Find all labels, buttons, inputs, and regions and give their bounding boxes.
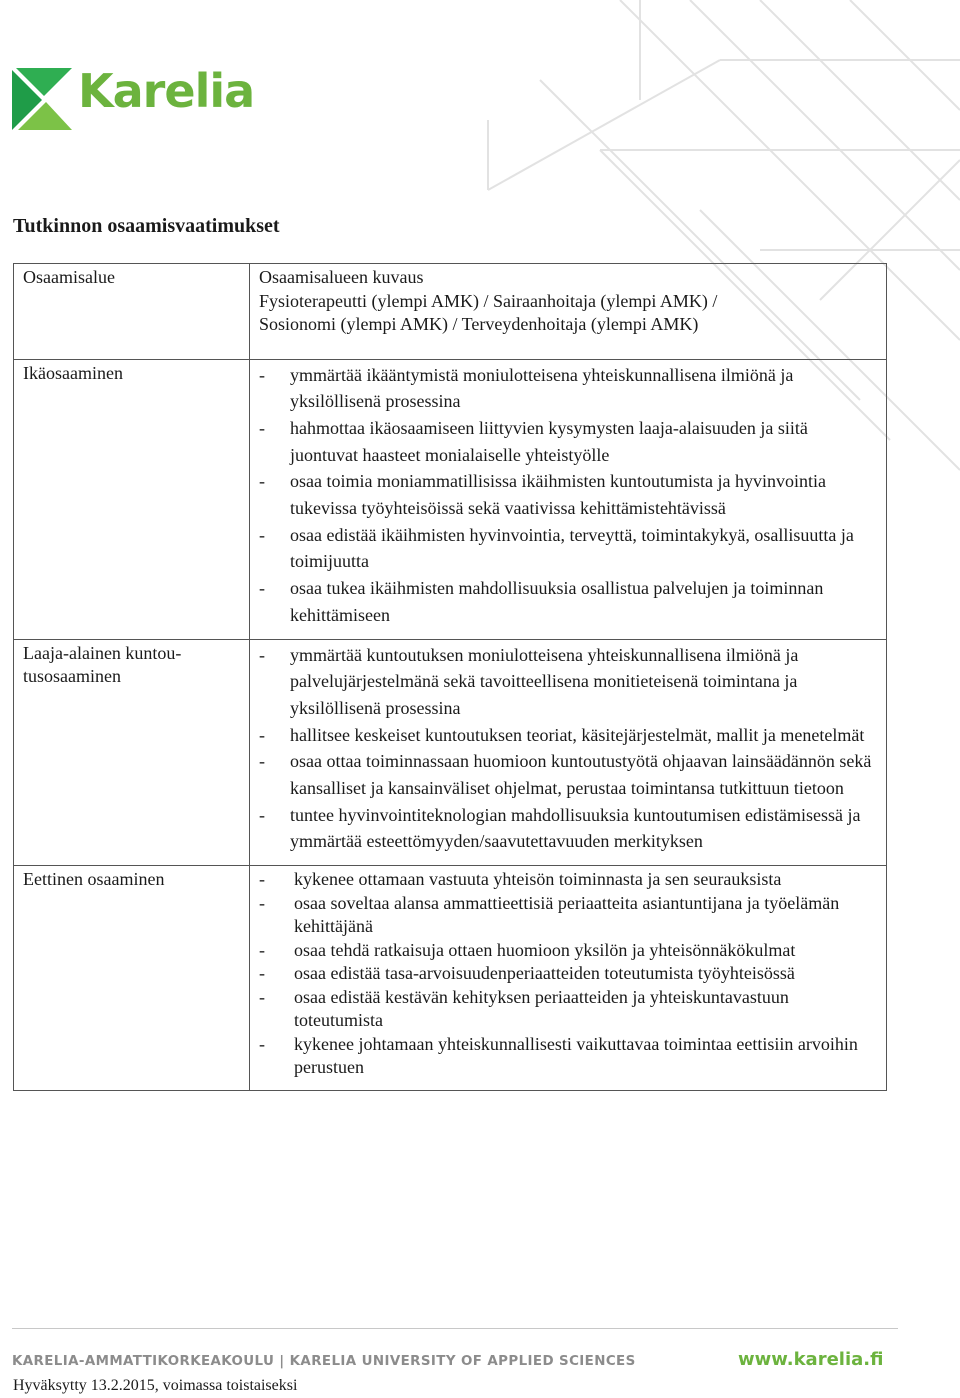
footer-institution-name: KARELIA-AMMATTIKORKEAKOULU | KARELIA UNIVERSITY OF APPLIED SCIENCES <box>12 1354 636 1369</box>
header-area-label: Osaamisalue <box>23 267 115 287</box>
list-item <box>259 748 876 801</box>
dash-bullet: - <box>259 417 265 438</box>
description-cell <box>250 639 887 866</box>
dash-bullet: - <box>259 869 265 890</box>
list-item <box>259 802 876 855</box>
area-label: Ikäosaaminen <box>23 362 123 383</box>
header-description-line: Osaamisalueen kuvaus <box>259 267 424 287</box>
list-item-text: kykenee johtamaan yhteiskunnallisesti vaikuttavaa toimintaa eettisiin arvoihin perustuen <box>294 1033 858 1078</box>
header-area-cell <box>14 264 250 360</box>
list-item-text: ymmärtää ikääntymistä moniulotteisena yhteiskunnallisena ilmiönä ja yksilöllisenä prosessina <box>290 364 794 412</box>
list-item-text: osaa toimia moniammatillisissa ikäihmisten kuntoutumista ja hyvinvointia tukevissa työyhteisöissä sekä vaativissa kehittämistehtävissä <box>290 471 826 519</box>
table-row <box>14 866 887 1091</box>
dash-bullet: - <box>259 986 265 1007</box>
dash-bullet: - <box>259 471 265 492</box>
area-cell-kuntoutusosaaminen <box>14 639 250 866</box>
list-item-text: hallitsee keskeiset kuntoutuksen teoriat, käsitejärjestelmät, mallit ja menetelmät <box>290 724 865 745</box>
header-description-cell <box>250 264 887 360</box>
dash-bullet: - <box>259 963 265 984</box>
document-title: Tutkinnon osaamisvaatimukset <box>13 215 280 237</box>
footer-divider <box>12 1328 898 1329</box>
requirement-list <box>259 362 876 629</box>
list-item <box>259 362 876 415</box>
list-item-text: osaa ottaa toiminnassaan huomioon kuntoutustyötä ohjaavan lainsäädännön sekä kansalliset ja kansainväliset ohjelmat, perustaa toimintansa tutkittuun tietoon <box>290 751 872 799</box>
dash-bullet: - <box>259 939 265 960</box>
list-item-text: osaa tehdä ratkaisuja ottaen huomioon yksilön ja yhteisönnäkökulmat <box>294 939 796 960</box>
dash-bullet: - <box>259 524 265 545</box>
list-item <box>259 939 876 963</box>
dash-bullet: - <box>259 892 265 913</box>
list-item-text: kykenee ottamaan vastuuta yhteisön toiminnasta ja sen seurauksista <box>294 869 782 890</box>
table-row <box>14 639 887 866</box>
karelia-logo <box>12 64 264 134</box>
list-item-text: osaa soveltaa alansa ammattieettisiä periaatteita asiantuntijana ja työelämän kehittäjänä <box>294 892 840 937</box>
requirement-list <box>259 642 876 856</box>
requirements-table <box>13 263 887 1091</box>
list-item-text: osaa edistää ikäihmisten hyvinvointia, terveyttä, toimintakykyä, osallisuutta ja toimijuutta <box>290 524 854 572</box>
footer-website-link[interactable]: www.karelia.fi <box>738 1349 884 1370</box>
header-description-line: Fysioterapeutti (ylempi AMK) / Sairaanhoitaja (ylempi AMK) / <box>259 290 718 311</box>
dash-bullet: - <box>259 644 265 665</box>
list-item <box>259 962 876 986</box>
list-item-text: osaa edistää tasa-arvoisuudenperiaatteiden toteutumista työyhteisössä <box>294 963 795 984</box>
list-item-text: hahmottaa ikäosaamiseen liittyvien kysymysten laaja-alaisuuden ja siitä juontuvat haasteet monialaiselle yhteistyölle <box>290 417 808 465</box>
list-item <box>259 642 876 722</box>
area-cell-eettinen-osaaminen <box>14 866 250 1091</box>
karelia-logo-mark-icon <box>12 68 74 132</box>
list-item <box>259 468 876 521</box>
dash-bullet: - <box>259 364 265 385</box>
list-item-text: tuntee hyvinvointiteknologian mahdollisuuksia kuntoutumisen edistämisessä ja ymmärtää esteettömyyden/saavutettavuuden merkityksen <box>290 804 861 852</box>
area-cell-ikaosaaminen <box>14 359 250 639</box>
table-row <box>14 359 887 639</box>
dash-bullet: - <box>259 1033 265 1054</box>
area-label: tusosaaminen <box>23 666 121 687</box>
description-cell <box>250 359 887 639</box>
list-item-text: ymmärtää kuntoutuksen moniulotteisena yhteiskunnallisena ilmiönä ja palvelujärjestelmänä sekä tavoitteellisena monitieteisenä toimintana ja yksilöllisenä prosessina <box>290 644 799 718</box>
logo-wordmark: Karelia <box>78 64 255 118</box>
list-item-text: osaa tukea ikäihmisten mahdollisuuksia osallistua palvelujen ja toiminnan kehittämiseen <box>290 578 824 625</box>
list-item <box>259 986 876 1033</box>
list-item <box>259 868 876 892</box>
list-item <box>259 415 876 468</box>
area-label: Eettinen osaaminen <box>23 869 165 890</box>
header-description-line: Sosionomi (ylempi AMK) / Terveydenhoitaja (ylempi AMK) <box>259 314 699 334</box>
area-label: Laaja-alainen kuntou- <box>23 642 182 663</box>
list-item <box>259 575 876 628</box>
list-item <box>259 892 876 939</box>
table-header-row <box>14 264 887 360</box>
list-item <box>259 722 876 749</box>
dash-bullet: - <box>259 578 265 599</box>
list-item <box>259 1033 876 1080</box>
approval-date-note: Hyväksytty 13.2.2015, voimassa toistaiseksi <box>13 1377 298 1394</box>
list-item-text: osaa edistää kestävän kehityksen periaatteiden ja yhteiskuntavastuun toteutumista <box>294 986 789 1031</box>
dash-bullet: - <box>259 804 265 825</box>
requirement-list <box>259 868 876 1080</box>
list-item <box>259 522 876 575</box>
description-cell <box>250 866 887 1091</box>
dash-bullet: - <box>259 751 265 772</box>
dash-bullet: - <box>259 724 265 745</box>
